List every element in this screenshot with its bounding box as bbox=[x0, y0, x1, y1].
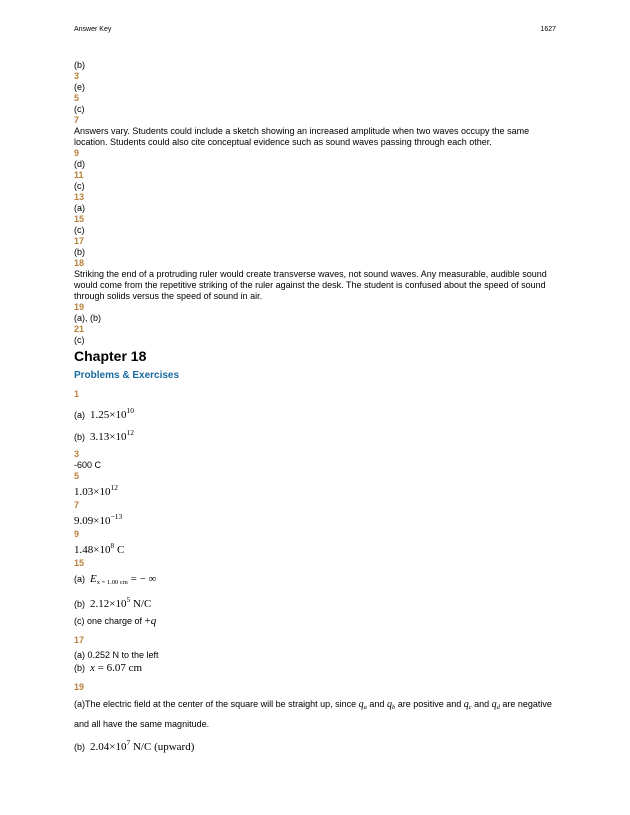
problem-number: 1 bbox=[74, 389, 80, 399]
math-expression: x = 6.07 cm bbox=[90, 662, 143, 674]
answer-text: (c) bbox=[74, 104, 85, 114]
problem-number: 7 bbox=[74, 500, 80, 510]
answer-text: (e) bbox=[74, 82, 85, 92]
problem-number: 17 bbox=[74, 635, 85, 645]
problem-number: 19 bbox=[74, 302, 85, 312]
answer-17b: (b) x = 6.07 cm bbox=[74, 662, 143, 674]
answer-1b: (b) $3.13\times 10^{12}$ bbox=[74, 428, 134, 443]
math-variable: $q_c$ bbox=[463, 699, 472, 711]
problem-number: 5 bbox=[74, 93, 80, 103]
answer-text: (c) bbox=[74, 225, 85, 235]
answer-text: -600 C bbox=[74, 460, 102, 470]
math-expression: +q bbox=[144, 615, 157, 627]
answer-5 bbox=[74, 482, 558, 498]
answer-text: (d) bbox=[74, 159, 85, 169]
answer-15b: (b) $2.12\times 10^5$ N/C bbox=[74, 595, 152, 610]
math-variable: $q_a$ bbox=[358, 699, 367, 711]
problem-number: 9 bbox=[74, 148, 80, 158]
problem-number: 21 bbox=[74, 324, 85, 334]
answer-15c: (c) one charge of +q bbox=[74, 615, 157, 627]
problem-number: 15 bbox=[74, 558, 85, 568]
math-variable: $q_d$ bbox=[491, 699, 500, 711]
answer-text: (c) bbox=[74, 181, 85, 191]
problem-number: 13 bbox=[74, 192, 85, 202]
math-expression: $1.48\times 10^8$ C bbox=[74, 541, 125, 556]
problem-number: 18 bbox=[74, 258, 85, 268]
math-variable: $q_b$ bbox=[386, 699, 396, 711]
answer-7 bbox=[74, 511, 558, 527]
answer-9 bbox=[74, 540, 558, 556]
answer-17a: (a) 0.252 N to the left bbox=[74, 650, 159, 660]
answer-text: (a), (b) bbox=[74, 313, 101, 323]
math-expression: $3.13\times 10^{12}$ bbox=[90, 428, 134, 443]
answer-text: Answers vary. Students could include a sketch showing an increased amplitude when two waves occupy the same location. Students could also cite conceptual evidence such as sound waves passing through each other. bbox=[74, 126, 530, 147]
problem-number: 15 bbox=[74, 214, 85, 224]
section-heading: Problems & Exercises bbox=[74, 370, 180, 381]
answer-text: (b) bbox=[74, 247, 85, 257]
page-number: 1627 bbox=[540, 26, 556, 33]
answer-19b: (b) $2.04\times 10^7$ N/C (upward) bbox=[74, 738, 195, 753]
answer-text: (c) bbox=[74, 335, 85, 345]
math-expression: $2.12\times 10^5$ N/C bbox=[90, 595, 152, 610]
problem-number: 19 bbox=[74, 682, 85, 692]
page-header bbox=[74, 26, 556, 36]
answer-19a: (a)The electric field at the center of the square will be straight up, since $q_a$ and $q_b$ are positive and $q_c$ and $q_d$ are negative and all have the same magnitude. bbox=[74, 699, 552, 729]
answer-1a: (a) $1.25\times 10^{10}$ bbox=[74, 406, 134, 421]
chapter-18-answers bbox=[74, 389, 558, 753]
problem-number: 9 bbox=[74, 529, 80, 539]
math-expression: $2.04\times 10^7$ N/C (upward) bbox=[90, 738, 195, 753]
answer-15a: (a) $E_{x = 1.00 cm}$ = − ∞ bbox=[74, 573, 157, 586]
answer-text: (a) bbox=[74, 203, 85, 213]
chapter-heading: Chapter 18 bbox=[74, 348, 147, 364]
math-expression: $1.03\times 10^{12}$ bbox=[74, 483, 118, 498]
header-title: Answer Key bbox=[74, 26, 112, 33]
problem-number: 17 bbox=[74, 236, 85, 246]
problem-number: 7 bbox=[74, 115, 80, 125]
problem-number: 5 bbox=[74, 471, 80, 481]
problem-number: 3 bbox=[74, 71, 80, 81]
problem-number: 11 bbox=[74, 170, 84, 180]
chapter-17-answers bbox=[74, 60, 558, 346]
math-expression: $9.09\times 10^{-13}$ bbox=[74, 512, 123, 527]
math-expression: $1.25\times 10^{10}$ bbox=[90, 406, 134, 421]
answer-text: Striking the end of a protruding ruler would create transverse waves, not sound waves. Any measurable, audible sound would come from the repetitive striking of the ruler against the desk. The student is confused about the speed of sound through solids versus the speed of sound in air. bbox=[74, 269, 547, 301]
answer-text: (b) bbox=[74, 60, 85, 70]
math-expression: $E_{x = 1.00 cm}$ = − ∞ bbox=[90, 573, 157, 586]
problem-number: 3 bbox=[74, 449, 80, 459]
answer-content bbox=[74, 60, 558, 759]
